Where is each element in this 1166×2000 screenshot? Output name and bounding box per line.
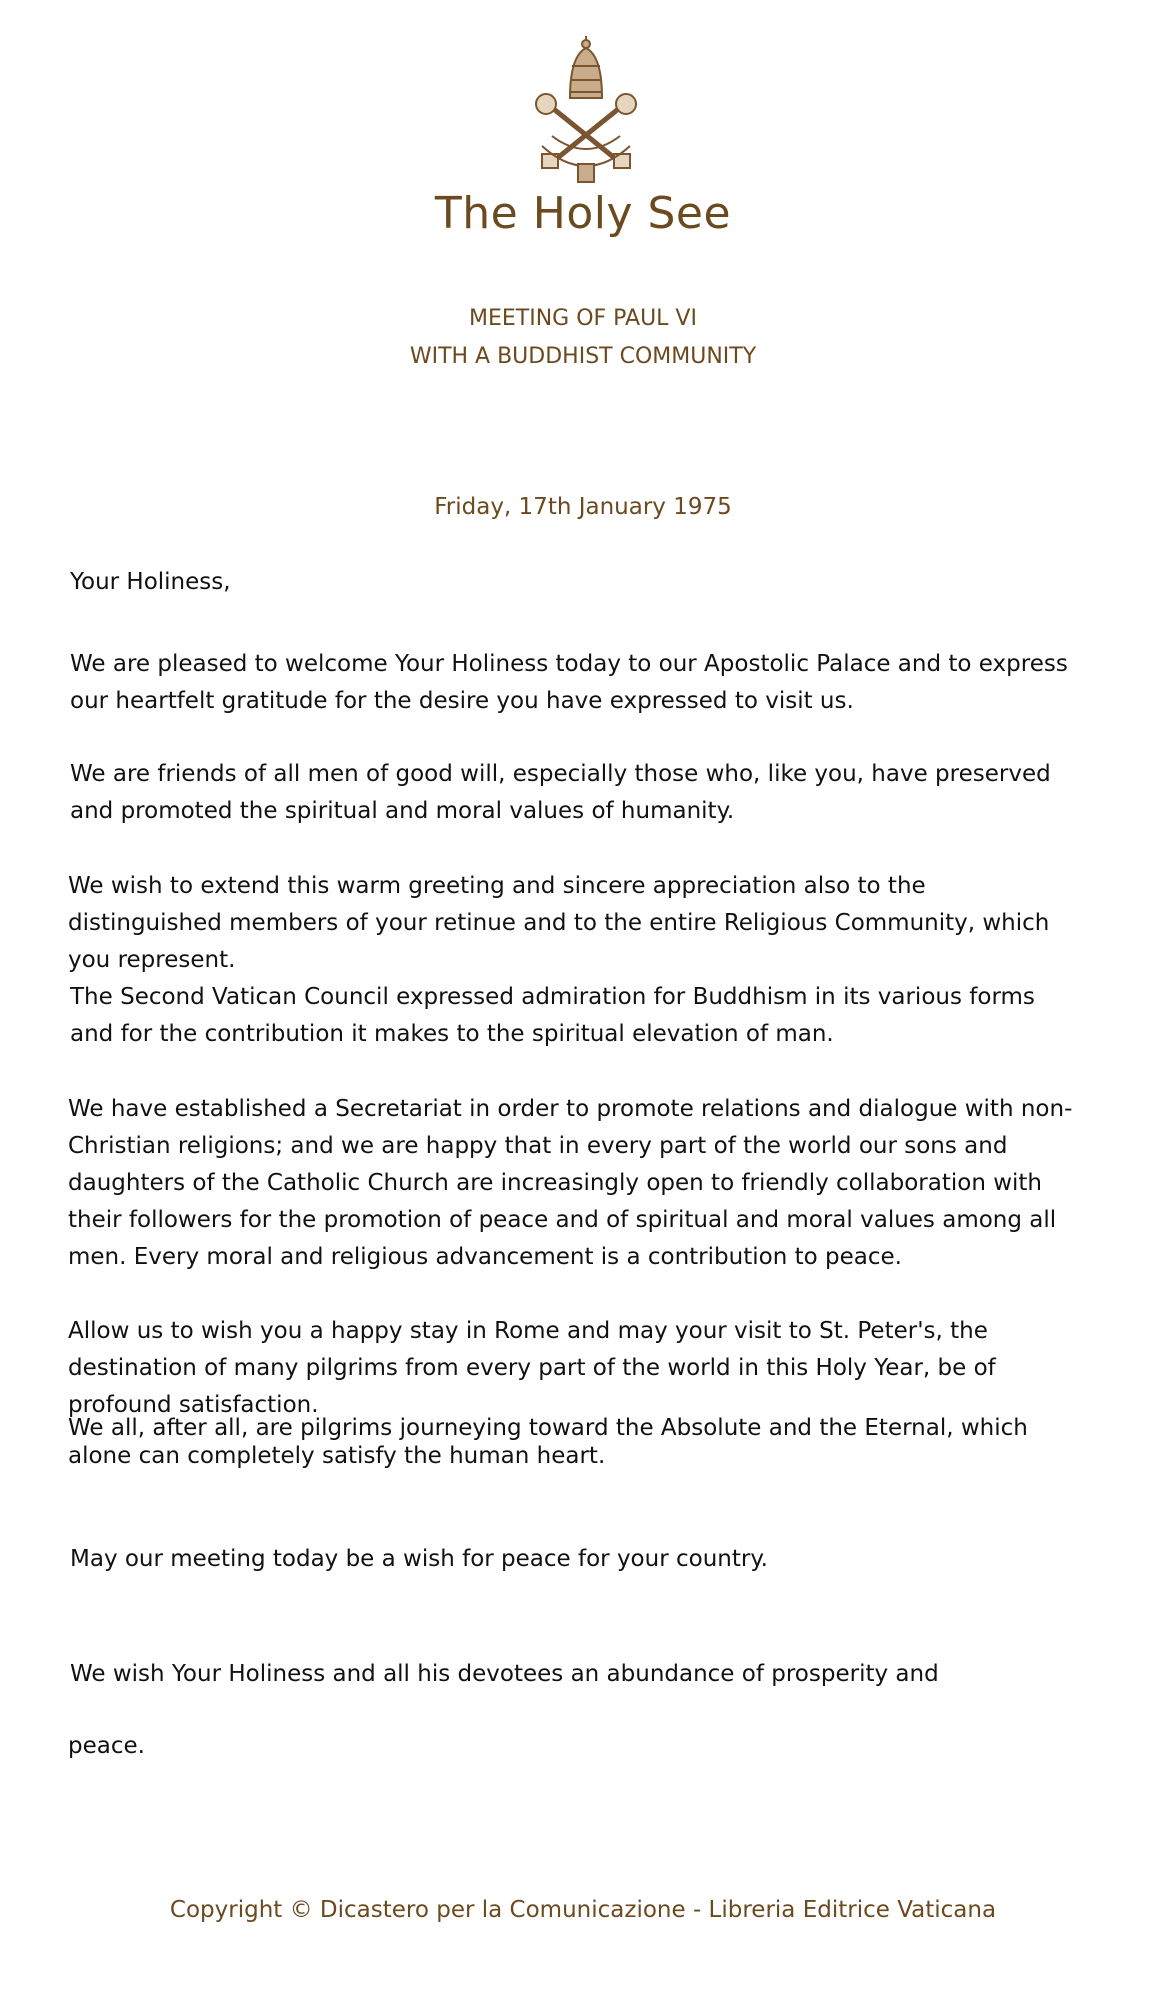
document-date: Friday, 17th January 1975 xyxy=(434,494,732,520)
site-title: The Holy See xyxy=(434,188,732,239)
papal-coat-of-arms-icon xyxy=(522,36,650,184)
paragraph-7: We all, after all, are pilgrims journeying toward the Absolute and the Eternal, which alone can completely satisfy the human heart. xyxy=(68,1415,1028,1469)
paragraph-2: We are friends of all men of good will, especially those who, like you, have preserved and promoted the spiritual and moral values of humanity. xyxy=(70,761,1051,824)
paragraph-10: peace. xyxy=(68,1733,145,1759)
salutation: Your Holiness, xyxy=(70,569,231,595)
paragraph-9: We wish Your Holiness and all his devotees an abundance of prosperity and xyxy=(70,1661,939,1687)
paragraph-5: We have established a Secretariat in order to promote relations and dialogue with non-Christian religions; and we are happy that in every part of the world our sons and daughters of the Catholic Church are increasingly open to friendly collaboration with their followers for the promotion of peace and of spiritual and moral values among all men. Every moral and religious advancement is a contribution to peace. xyxy=(68,1096,1073,1270)
document-heading-line-2: WITH A BUDDHIST COMMUNITY xyxy=(409,344,757,369)
document-heading-line-1: MEETING OF PAUL VI xyxy=(469,306,697,331)
paragraph-6: Allow us to wish you a happy stay in Rome and may your visit to St. Peter's, the destination of many pilgrims from every part of the world in this Holy Year, be of profound satisfaction. xyxy=(68,1318,996,1418)
paragraph-8: May our meeting today be a wish for peace for your country. xyxy=(70,1546,768,1572)
copyright-footer: Copyright © Dicastero per la Comunicazione - Libreria Editrice Vaticana xyxy=(169,1897,997,1923)
paragraph-3: We wish to extend this warm greeting and sincere appreciation also to the distinguished members of your retinue and to the entire Religious Community, which you represent. xyxy=(68,873,1050,973)
paragraph-1: We are pleased to welcome Your Holiness today to our Apostolic Palace and to express our heartfelt gratitude for the desire you have expressed to visit us. xyxy=(70,651,1068,714)
paragraph-4: The Second Vatican Council expressed admiration for Buddhism in its various forms and for the contribution it makes to the spiritual elevation of man. xyxy=(70,984,1035,1047)
